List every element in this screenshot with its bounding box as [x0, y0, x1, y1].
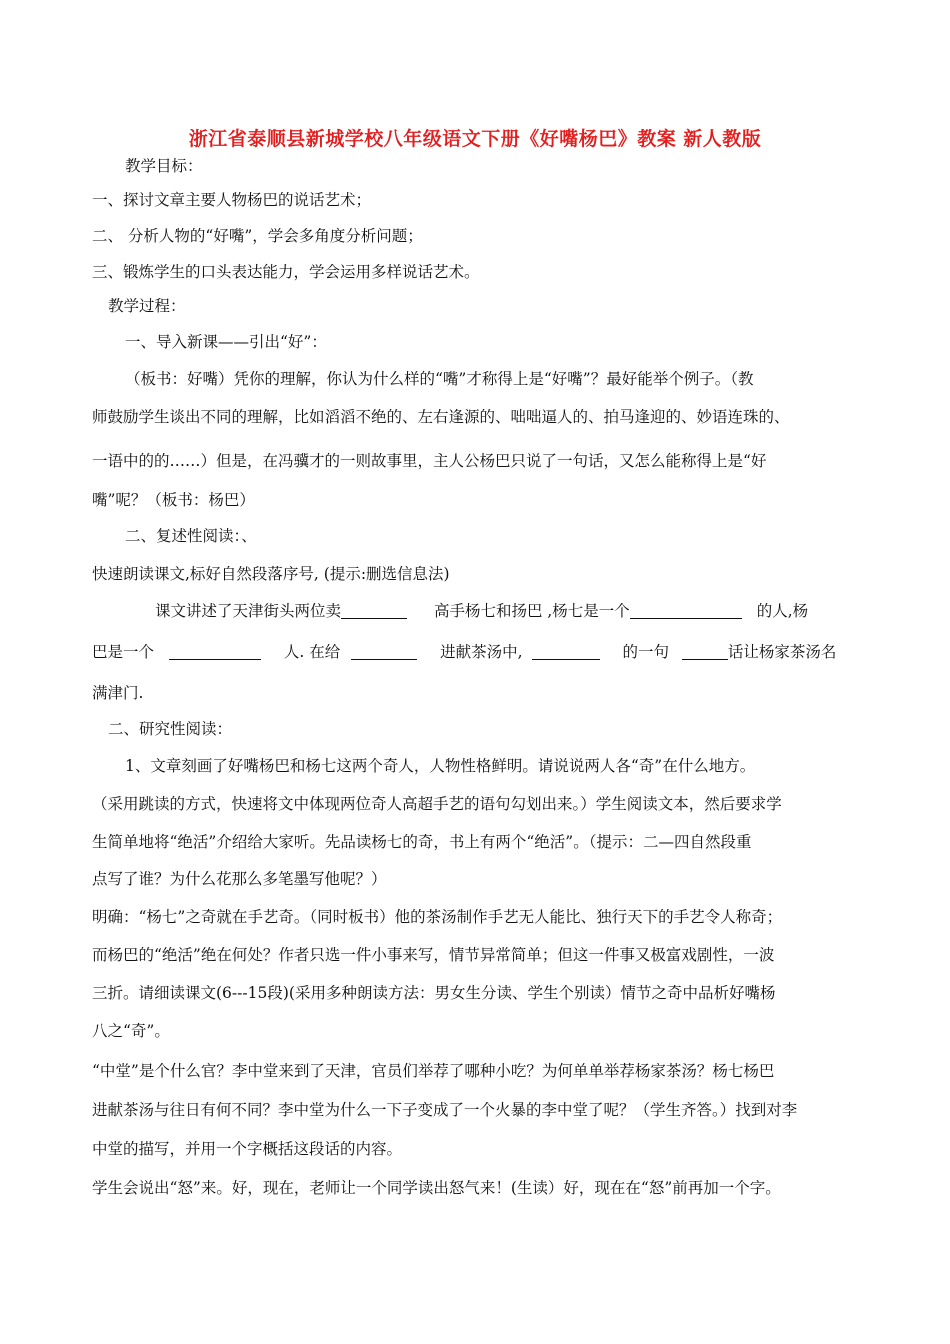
- section-heading: 一、导入新课——引出“好”：: [125, 333, 327, 351]
- fill-text: 进献茶汤中,: [440, 643, 523, 661]
- section-heading: 二、复述性阅读：、: [125, 527, 257, 545]
- fill-text: 人. 在给: [283, 643, 341, 661]
- paragraph-line: 而杨巴的“绝活”绝在何处？作者只选一件小事来写，情节异常简单；但这一件事又极富戏剧性，一波: [92, 946, 775, 964]
- instruction-line: 快速朗读课文,标好自然段落序号, (提示:删选信息法): [92, 565, 450, 583]
- fill-blank-line: [92, 642, 836, 662]
- paragraph-line: 点写了谁？为什么花那么多笔墨写他呢？）: [92, 870, 387, 888]
- blank-field[interactable]: [682, 643, 728, 660]
- blank-field[interactable]: [341, 602, 407, 619]
- blank-field[interactable]: [169, 643, 261, 660]
- objectives-heading: 教学目标：: [125, 157, 203, 175]
- fill-text: 巴是一个: [92, 643, 155, 661]
- paragraph-line: 八之“奇”。: [92, 1022, 170, 1040]
- paragraph-line: （采用跳读的方式，快速将文中体现两位奇人高超手艺的语句勾划出来。）学生阅读文本，然后要求学: [92, 795, 782, 813]
- fill-text: 高手杨七和扬巴 ,杨七是一个: [433, 602, 630, 620]
- fill-text: 课文讲述了天津街头两位卖: [155, 602, 342, 620]
- fill-text: 的人,杨: [756, 602, 809, 620]
- paragraph-line: 生简单地将“绝活”介绍给大家听。先品读杨七的奇，书上有两个“绝活”。（提示：二—四自然段重: [92, 833, 752, 851]
- paragraph-line: 嘴”呢？（板书：杨巴）: [92, 491, 255, 509]
- section-heading: 二、研究性阅读：: [108, 720, 233, 738]
- paragraph-line: 1、文章刻画了好嘴杨巴和杨七这两个奇人，人物性格鲜明。请说说两人各“奇”在什么地方。: [125, 757, 756, 775]
- paragraph-line: 学生会说出“怒”来。好，现在，老师让一个同学读出怒气来！(生读）好，现在在“怒”前再加一个字。: [92, 1179, 781, 1197]
- objective-item: 三、锻炼学生的口头表达能力，学会运用多样说话艺术。: [92, 263, 480, 281]
- paragraph-line: 中堂的描写，并用一个字概括这段话的内容。: [92, 1140, 403, 1158]
- paragraph-line: “中堂”是个什么官？李中堂来到了天津，官员们举荐了哪种小吃？为何单单举荐杨家茶汤？杨七杨巴: [92, 1062, 775, 1080]
- paragraph-line: 明确：“杨七”之奇就在手艺奇。（同时板书）他的茶汤制作手艺无人能比、独行天下的手艺令人称奇；: [92, 908, 783, 926]
- paragraph-line: 师鼓励学生谈出不同的理解，比如滔滔不绝的、左右逢源的、咄咄逼人的、拍马逢迎的、妙语连珠的、: [92, 408, 790, 426]
- fill-text: 的一句: [622, 643, 669, 661]
- paragraph-line: 一语中的的……）但是，在冯骥才的一则故事里，主人公杨巴只说了一句话，又怎么能称得上是“好: [92, 452, 767, 470]
- paragraph-line: （板书：好嘴）凭你的理解，你认为什么样的“嘴”才称得上是“好嘴”？最好能举个例子。（教: [125, 370, 754, 388]
- document-title: 浙江省泰顺县新城学校八年级语文下册《好嘴杨巴》教案 新人教版: [188, 128, 762, 150]
- blank-field[interactable]: [630, 602, 742, 619]
- objective-item: 二、 分析人物的“好嘴”，学会多角度分析问题；: [92, 227, 423, 245]
- fill-text: 话让杨家茶汤名: [727, 643, 837, 661]
- objective-item: 一、探讨文章主要人物杨巴的说话艺术；: [92, 191, 372, 209]
- fill-blank-line: [155, 601, 808, 621]
- paragraph-line: 三折。请细读课文(6---15段)(采用多种朗读方法：男女生分读、学生个别读）情节之奇中品析好嘴杨: [92, 984, 776, 1002]
- fill-text: 满津门.: [92, 684, 144, 702]
- process-heading: 教学过程：: [108, 297, 186, 315]
- blank-field[interactable]: [351, 643, 417, 660]
- paragraph-line: 进献茶汤与往日有何不同？李中堂为什么一下子变成了一个火暴的李中堂了呢？（学生齐答。）找到对李: [92, 1101, 798, 1119]
- blank-field[interactable]: [532, 643, 600, 660]
